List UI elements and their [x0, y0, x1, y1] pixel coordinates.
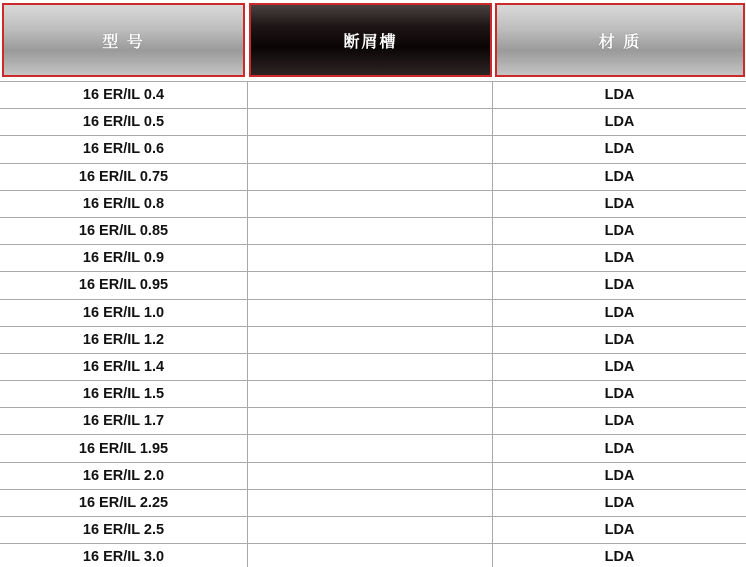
table-row	[0, 135, 746, 162]
model-cell: 16 ER/IL 0.6	[82, 141, 165, 158]
table-header	[0, 0, 746, 81]
material-cell: LDA	[604, 467, 635, 484]
model-cell: 16 ER/IL 1.0	[82, 304, 165, 321]
model-cell: 16 ER/IL 0.75	[78, 168, 169, 185]
chip-groove-cell	[247, 82, 493, 108]
chip-groove-cell	[247, 245, 493, 271]
table-row	[0, 434, 746, 461]
header-chip-groove: 断屑槽	[249, 3, 492, 77]
material-cell: LDA	[604, 304, 635, 321]
chip-groove-cell	[247, 435, 493, 461]
table-row	[0, 190, 746, 217]
material-cell: LDA	[604, 440, 635, 457]
model-cell: 16 ER/IL 0.85	[78, 223, 169, 240]
model-cell: 16 ER/IL 1.5	[82, 386, 165, 403]
chip-groove-cell	[247, 490, 493, 516]
table-row	[0, 516, 746, 543]
material-cell: LDA	[604, 87, 635, 104]
material-cell: LDA	[604, 223, 635, 240]
material-cell: LDA	[604, 549, 635, 566]
chip-groove-cell	[247, 300, 493, 326]
model-cell: 16 ER/IL 1.2	[82, 331, 165, 348]
table-row	[0, 462, 746, 489]
table-row	[0, 543, 746, 567]
material-cell: LDA	[604, 168, 635, 185]
model-cell: 16 ER/IL 2.25	[78, 494, 169, 511]
model-cell: 16 ER/IL 1.7	[82, 413, 165, 430]
material-cell: LDA	[604, 358, 635, 375]
table-body	[0, 81, 746, 567]
model-cell: 16 ER/IL 2.5	[82, 522, 165, 539]
material-cell: LDA	[604, 413, 635, 430]
model-cell: 16 ER/IL 1.4	[82, 358, 165, 375]
header-model: 型 号	[2, 3, 245, 77]
material-cell: LDA	[604, 331, 635, 348]
header-material: 材 质	[495, 3, 745, 77]
table-row	[0, 380, 746, 407]
chip-groove-cell	[247, 327, 493, 353]
table-row	[0, 271, 746, 298]
material-cell: LDA	[604, 114, 635, 131]
table-row	[0, 299, 746, 326]
model-cell: 16 ER/IL 0.5	[82, 114, 165, 131]
chip-groove-cell	[247, 381, 493, 407]
material-cell: LDA	[604, 494, 635, 511]
table-row	[0, 489, 746, 516]
material-cell: LDA	[604, 522, 635, 539]
table-row	[0, 244, 746, 271]
material-cell: LDA	[604, 386, 635, 403]
model-cell: 16 ER/IL 0.8	[82, 195, 165, 212]
model-cell: 16 ER/IL 0.95	[78, 277, 169, 294]
material-cell: LDA	[604, 195, 635, 212]
chip-groove-cell	[247, 136, 493, 162]
model-cell: 16 ER/IL 3.0	[82, 549, 165, 566]
chip-groove-cell	[247, 408, 493, 434]
chip-groove-cell	[247, 544, 493, 567]
material-cell: LDA	[604, 277, 635, 294]
chip-groove-cell	[247, 354, 493, 380]
chip-groove-cell	[247, 164, 493, 190]
model-cell: 16 ER/IL 0.4	[82, 87, 165, 104]
chip-groove-cell	[247, 272, 493, 298]
table-row	[0, 407, 746, 434]
material-cell: LDA	[604, 250, 635, 267]
chip-groove-cell	[247, 517, 493, 543]
model-cell: 16 ER/IL 2.0	[82, 467, 165, 484]
table-row	[0, 326, 746, 353]
table-row	[0, 353, 746, 380]
table-row	[0, 163, 746, 190]
chip-groove-cell	[247, 463, 493, 489]
model-cell: 16 ER/IL 1.95	[78, 440, 169, 457]
chip-groove-cell	[247, 109, 493, 135]
table-row	[0, 217, 746, 244]
chip-groove-cell	[247, 218, 493, 244]
material-cell: LDA	[604, 141, 635, 158]
chip-groove-cell	[247, 191, 493, 217]
model-cell: 16 ER/IL 0.9	[82, 250, 165, 267]
table-row	[0, 81, 746, 108]
table-row	[0, 108, 746, 135]
